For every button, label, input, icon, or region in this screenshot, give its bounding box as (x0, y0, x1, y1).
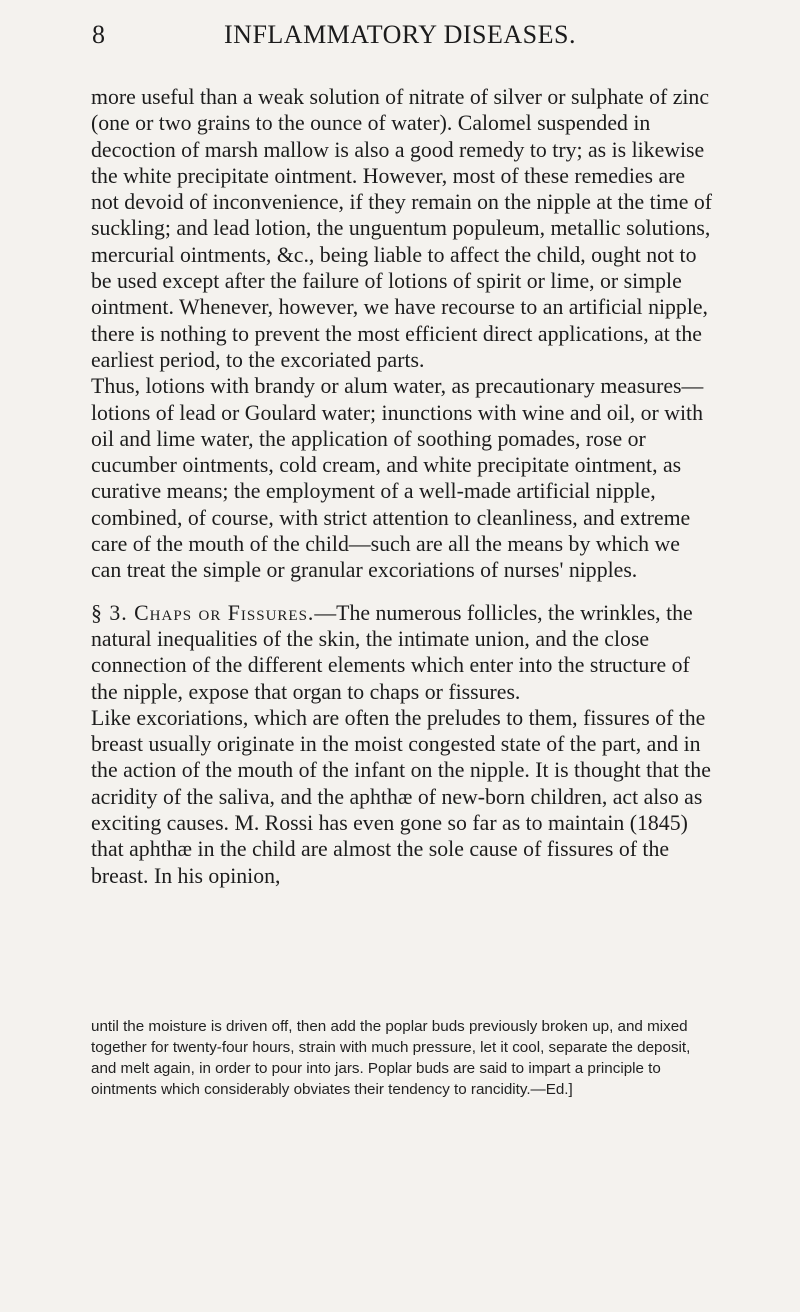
body-text (91, 84, 715, 889)
paragraph-3 (91, 600, 715, 705)
paragraph-1: more useful than a weak solution of nitrate of silver or sulphate of zinc (one or two grains to the ounce of water). Calomel suspended in decoction of marsh mallow is also a good remedy to try; as is likewise the white precipitate ointment. However, most of these remedies are not devoid of inconvenience, if they remain on the nipple at the time of suckling; and lead lotion, the unguentum populeum, metallic solutions, mercurial ointments, &c., being liable to affect the child, ought not to be used except after the failure of lotions of spirit or lime, or simple ointment. Whenever, however, we have recourse to an artificial nipple, there is nothing to prevent the most efficient direct applications, at the earliest period, to the excoriated parts. (91, 85, 713, 372)
page-header (0, 20, 800, 60)
footnote-text: until the moisture is driven off, then add the poplar buds previously broken up, and mixed together for twenty-four hours, strain with much pressure, let it cool, separate the deposit, and melt again, in order to pour into jars. Poplar buds are said to impart a principle to ointments which considerably obviates their tendency to rancidity.—Ed.] (91, 1018, 691, 1098)
page-number: 8 (92, 20, 105, 49)
paragraph-2: Thus, lotions with brandy or alum water, as precautionary measures—lotions of lead or Goulard water; inunctions with wine and oil, or with oil and lime water, the application of soothing pomades, rose or cucumber ointments, cold cream, and white precipitate ointment, as curative means; the employment of a well-made artificial nipple, combined, of course, with strict attention to cleanliness, and extreme care of the mouth of the child—such are all the means by which we can treat the simple or granular excoriations of nurses' nipples. (91, 374, 704, 583)
paragraph-4: Like excoriations, which are often the preludes to them, fissures of the breast usually originate in the moist congested state of the part, and in the action of the mouth of the infant on the nipple. It is thought that the acridity of the saliva, and the aphthæ of new-born children, act also as exciting causes. M. Rossi has even gone so far as to maintain (1845) that aphthæ in the child are almost the sole cause of fissures of the breast. In his opinion, (91, 705, 711, 888)
footnote (91, 1016, 715, 1100)
section-heading: § 3. Chaps or Fissures. (91, 600, 315, 625)
running-head: INFLAMMATORY DISEASES. (224, 20, 576, 49)
paragraph-3-text: —The numerous follicles, the wrinkles, the natural inequalities of the skin, the intimate union, and the close connection of the different elements which enter into the structure of the nipple, expose that organ to chaps or fissures. (91, 600, 693, 704)
